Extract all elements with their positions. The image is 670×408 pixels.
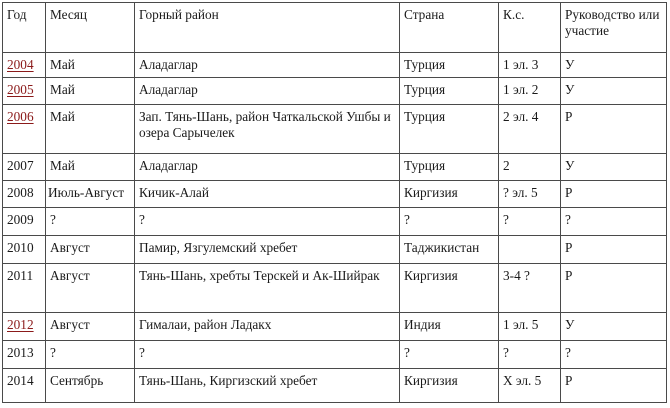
cell-region: Аладаглар — [135, 78, 400, 105]
cell-region: Аладаглар — [135, 53, 400, 78]
year-link-2012[interactable]: 2012 — [7, 317, 34, 332]
table-row — [3, 313, 667, 341]
cell-ks: 3-4 ? — [499, 264, 561, 313]
cell-ks: 1 эл. 5 — [499, 313, 561, 341]
cell-year — [3, 53, 46, 78]
cell-role: ? — [561, 208, 667, 236]
cell-month: Июль-Август — [46, 181, 135, 208]
cell-month: Август — [46, 313, 135, 341]
cell-ks: 2 — [499, 154, 561, 181]
cell-month: Май — [46, 154, 135, 181]
cell-ks: ? — [499, 341, 561, 369]
cell-region: Тянь-Шань, хребты Терскей и Ак-Шийрак — [135, 264, 400, 313]
header-year: Год — [3, 3, 46, 53]
header-month: Месяц — [46, 3, 135, 53]
cell-year: 2013 — [3, 341, 46, 369]
cell-country: Киргизия — [400, 181, 499, 208]
cell-ks: 2 эл. 4 — [499, 105, 561, 154]
year-link-2004[interactable]: 2004 — [7, 57, 34, 72]
cell-ks: 1 эл. 2 — [499, 78, 561, 105]
cell-country: Киргизия — [400, 264, 499, 313]
cell-ks: 1 эл. 3 — [499, 53, 561, 78]
expeditions-table-container — [2, 2, 667, 403]
cell-role: Р — [561, 369, 667, 403]
cell-year: 2009 — [3, 208, 46, 236]
cell-region: Тянь-Шань, Киргизский хребет — [135, 369, 400, 403]
cell-role: ? — [561, 341, 667, 369]
cell-year — [3, 313, 46, 341]
cell-ks: ? эл. 5 — [499, 181, 561, 208]
year-link-2006[interactable]: 2006 — [7, 109, 34, 124]
cell-month: Сентябрь — [46, 369, 135, 403]
cell-region: Гималаи, район Ладакх — [135, 313, 400, 341]
cell-year: 2014 — [3, 369, 46, 403]
cell-role: У — [561, 313, 667, 341]
table-row — [3, 369, 667, 403]
year-link-2005[interactable]: 2005 — [7, 82, 34, 97]
table-row — [3, 208, 667, 236]
cell-month: Май — [46, 105, 135, 154]
cell-region: ? — [135, 341, 400, 369]
cell-country: Таджикистан — [400, 236, 499, 264]
cell-month: Май — [46, 53, 135, 78]
cell-year: 2007 — [3, 154, 46, 181]
table-row — [3, 236, 667, 264]
cell-year: 2010 — [3, 236, 46, 264]
cell-month: ? — [46, 208, 135, 236]
cell-year: 2011 — [3, 264, 46, 313]
table-row — [3, 78, 667, 105]
cell-ks: Х эл. 5 — [499, 369, 561, 403]
cell-country: Турция — [400, 154, 499, 181]
cell-role: Р — [561, 181, 667, 208]
cell-region: Зап. Тянь-Шань, район Чаткальской Ушбы и озера Сарычелек — [135, 105, 400, 154]
cell-month: ? — [46, 341, 135, 369]
cell-region: Памир, Язгулемский хребет — [135, 236, 400, 264]
table-row — [3, 53, 667, 78]
cell-country: ? — [400, 208, 499, 236]
cell-role: У — [561, 154, 667, 181]
cell-role: Р — [561, 105, 667, 154]
table-header-row — [3, 3, 667, 53]
cell-year: 2008 — [3, 181, 46, 208]
expeditions-table — [2, 2, 667, 403]
cell-role: Р — [561, 236, 667, 264]
cell-country: Турция — [400, 53, 499, 78]
cell-month: Август — [46, 264, 135, 313]
header-role: Руководство или участие — [561, 3, 667, 53]
cell-year — [3, 105, 46, 154]
cell-country: Киргизия — [400, 369, 499, 403]
header-region: Горный район — [135, 3, 400, 53]
header-country: Страна — [400, 3, 499, 53]
table-row — [3, 154, 667, 181]
cell-year — [3, 78, 46, 105]
cell-role: Р — [561, 264, 667, 313]
table-row — [3, 181, 667, 208]
cell-country: ? — [400, 341, 499, 369]
cell-region: Кичик-Алай — [135, 181, 400, 208]
cell-role: У — [561, 78, 667, 105]
cell-region: ? — [135, 208, 400, 236]
cell-ks — [499, 236, 561, 264]
cell-month: Май — [46, 78, 135, 105]
header-ks: К.с. — [499, 3, 561, 53]
cell-region: Аладаглар — [135, 154, 400, 181]
cell-country: Турция — [400, 105, 499, 154]
table-row — [3, 341, 667, 369]
cell-month: Август — [46, 236, 135, 264]
cell-ks: ? — [499, 208, 561, 236]
cell-country: Турция — [400, 78, 499, 105]
cell-country: Индия — [400, 313, 499, 341]
cell-role: У — [561, 53, 667, 78]
table-row — [3, 264, 667, 313]
table-row — [3, 105, 667, 154]
